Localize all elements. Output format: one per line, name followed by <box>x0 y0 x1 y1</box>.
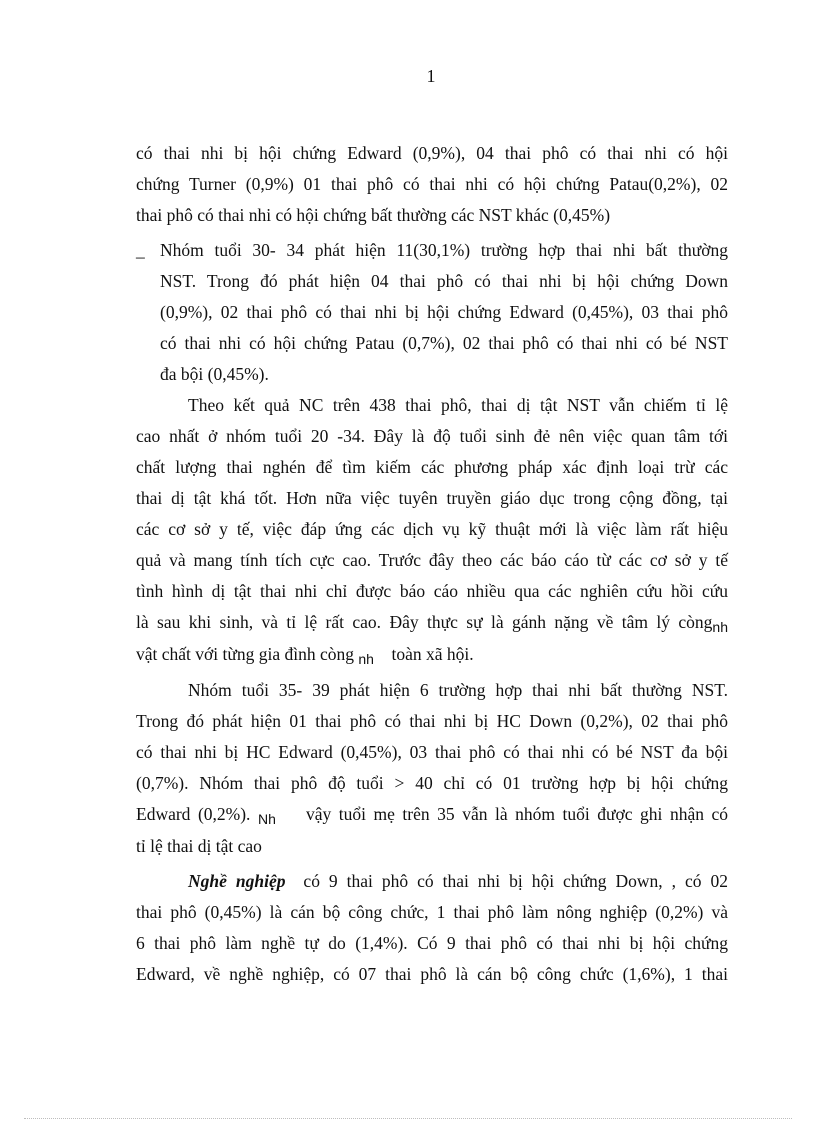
text-fragment: vật chất với từng gia đình còng <box>136 644 354 664</box>
text-line: các cơ sở y tế, việc đáp ứng các dịch vụ kỹ thuật mới là việc làm rất hiệu <box>136 519 728 539</box>
paragraph-age-35-39 <box>136 675 728 862</box>
occupation-heading: Nghề nghiệp <box>188 871 286 891</box>
text-fragment: là sau khi sinh, và tỉ lệ rất cao. Đây thực sự là gánh nặng về tâm lý còng <box>136 612 713 632</box>
page-bottom-divider <box>24 1118 792 1119</box>
text-line: thai dị tật khá tốt. Hơn nữa việc tuyên truyền giáo dục trong cộng đồng, tại <box>136 488 728 508</box>
text-fragment: vậy tuổi mẹ trên 35 vẫn là nhóm tuổi được ghi nhận có <box>305 804 729 824</box>
text-line: thai phô có thai nhi có hội chứng bất thường các NST khác (0,45%) <box>136 205 611 225</box>
text-line <box>136 607 728 639</box>
document-body <box>136 138 728 990</box>
text-line: có thai nhi bị HC Edward (0,45%), 03 thai phô có thai nhi có bé NST đa bội <box>136 742 728 762</box>
text-line: Nhóm tuổi 35- 39 phát hiện 6 trường hợp thai nhi bất thường NST. <box>188 680 728 700</box>
text-line: có thai nhi bị hội chứng Edward (0,9%), 04 thai phô có thai nhi có hội <box>136 143 728 163</box>
text-line: NST. Trong đó phát hiện 04 thai phô có thai nhi bị hội chứng Down <box>160 271 728 291</box>
text-line: tỉ lệ thai dị tật cao <box>136 836 262 856</box>
paragraph-occupation <box>136 866 728 990</box>
bullet-item-age-30-34 <box>136 235 728 390</box>
text-fragment-sub: nh <box>712 619 728 635</box>
paragraph-results-438 <box>136 390 728 671</box>
text-line: quả và mang tính tích cực cao. Trước đây theo các báo cáo từ các cơ sở y tế <box>136 550 728 570</box>
text-line: Trong đó phát hiện 01 thai phô có thai nhi bị HC Down (0,2%), 02 thai phô <box>136 711 728 731</box>
paragraph-continuation <box>136 138 728 231</box>
text-line: (0,9%), 02 thai phô có thai nhi bị hội chứng Edward (0,45%), 03 thai phô <box>160 302 728 322</box>
text-line: Edward, về nghề nghiệp, có 07 thai phô là cán bộ công chức (1,6%), 1 thai <box>136 964 728 984</box>
text-fragment-sub: Nh <box>257 811 276 827</box>
text-line: Theo kết quả NC trên 438 thai phô, thai dị tật NST vẫn chiếm tỉ lệ <box>188 395 728 415</box>
text-line <box>136 799 728 831</box>
text-line: có thai nhi có hội chứng Patau (0,7%), 02 thai phô có thai nhi có bé NST <box>160 333 728 353</box>
text-line: chất lượng thai nghén để tìm kiếm các phương pháp xác định loại trừ các <box>136 457 728 477</box>
text-fragment: Edward (0,2%). <box>136 804 251 824</box>
bullet-marker: _ <box>136 240 145 260</box>
text-line: đa bội (0,45%). <box>160 364 269 384</box>
text-line: Nhóm tuổi 30- 34 phát hiện 11(30,1%) trường hợp thai nhi bất thường <box>160 240 728 260</box>
text-line <box>136 639 728 671</box>
text-line: thai phô (0,45%) là cán bộ công chức, 1 thai phô làm nông nghiệp (0,2%) và <box>136 902 728 922</box>
page-number: 1 <box>426 66 436 86</box>
text-fragment: có 9 thai phô có thai nhi bị hội chứng Down, , có 02 <box>303 871 729 891</box>
text-line: 6 thai phô làm nghề tự do (1,4%). Có 9 thai phô có thai nhi bị hội chứng <box>136 933 728 953</box>
text-line: (0,7%). Nhóm thai phô độ tuổi > 40 chỉ có 01 trường hợp bị hội chứng <box>136 773 728 793</box>
text-fragment: toàn xã hội. <box>391 644 474 664</box>
text-line <box>136 866 728 897</box>
text-line: chứng Turner (0,9%) 01 thai phô có thai nhi có hội chứng Patau(0,2%), 02 <box>136 174 728 194</box>
text-line: tình hình dị tật thai nhi chỉ được báo cáo nhiều qua các nghiên cứu hồi cứu <box>136 581 728 601</box>
text-fragment-sub: nh <box>358 651 374 667</box>
text-line: cao nhất ở nhóm tuổi 20 -34. Đây là độ tuổi sinh đẻ nên việc quan tâm tới <box>136 426 728 446</box>
